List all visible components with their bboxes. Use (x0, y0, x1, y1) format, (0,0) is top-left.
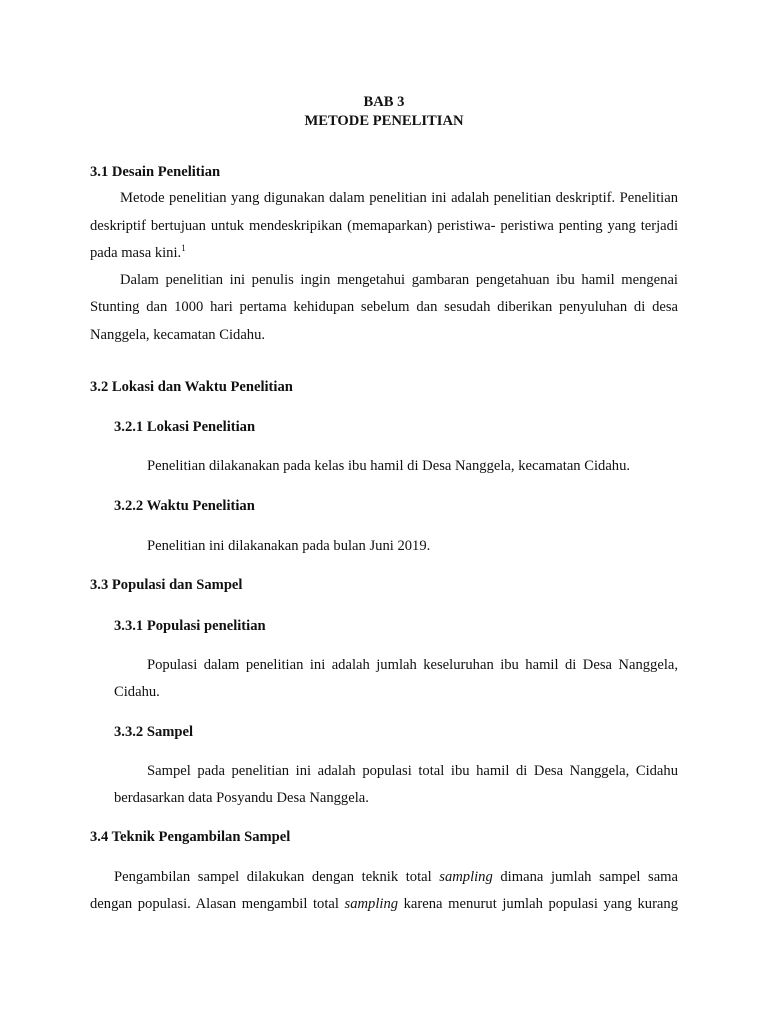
paragraph-line: Dalam penelitian ini penulis ingin mengetahui gambaran pengetahuan ibu hamil mengenai (120, 272, 678, 288)
paragraph-text: pada masa kini. (90, 245, 182, 261)
subsection-heading-3-2-2: 3.2.2 Waktu Penelitian (114, 498, 255, 514)
section-heading-3-2: 3.2 Lokasi dan Waktu Penelitian (90, 379, 293, 395)
section-heading-3-3: 3.3 Populasi dan Sampel (90, 577, 243, 593)
paragraph-line: deskriptif bertujuan untuk mendeskripikan (memaparkan) peristiwa- peristiwa penting yang terjadi (90, 218, 678, 234)
paragraph-line: Penelitian dilakanakan pada kelas ibu hamil di Desa Nanggela, kecamatan Cidahu. (147, 458, 631, 474)
paragraph-line (114, 869, 678, 886)
subsection-heading-3-3-2: 3.3.2 Sampel (114, 724, 194, 740)
italic-term: sampling (344, 896, 399, 912)
paragraph-text: dimana jumlah sampel sama (492, 869, 679, 885)
chapter-title: METODE PENELITIAN (304, 113, 464, 129)
paragraph-line: Stunting dan 1000 hari pertama kehidupan sebelum dan sesudah diberikan penyuluhan di desa (90, 299, 678, 315)
section-heading-3-1: 3.1 Desain Penelitian (90, 164, 221, 180)
section-heading-3-4: 3.4 Teknik Pengambilan Sampel (90, 829, 291, 845)
subsection-heading-3-2-1: 3.2.1 Lokasi Penelitian (114, 419, 256, 435)
paragraph-line (90, 896, 678, 913)
paragraph-line: Metode penelitian yang digunakan dalam penelitian ini adalah penelitian deskriptif. Penelitian (120, 190, 678, 206)
paragraph-line: Nanggela, kecamatan Cidahu. (90, 327, 266, 343)
paragraph-line: Cidahu. (114, 684, 160, 700)
paragraph-text: karena menurut jumlah populasi yang kurang (398, 896, 678, 912)
paragraph-line: Penelitian ini dilakanakan pada bulan Juni 2019. (147, 538, 431, 554)
footnote-reference[interactable]: 1 (181, 243, 186, 253)
paragraph-line: Sampel pada penelitian ini adalah populasi total ibu hamil di Desa Nanggela, Cidahu (147, 763, 678, 779)
paragraph-line (90, 245, 186, 262)
chapter-number: BAB 3 (363, 94, 405, 110)
subsection-heading-3-3-1: 3.3.1 Populasi penelitian (114, 618, 266, 634)
italic-term: sampling (439, 869, 493, 885)
paragraph-text: dengan populasi. Alasan mengambil total (90, 896, 345, 912)
paragraph-line: Populasi dalam penelitian ini adalah jumlah keseluruhan ibu hamil di Desa Nanggela, (147, 657, 678, 673)
paragraph-line: berdasarkan data Posyandu Desa Nanggela. (114, 790, 369, 806)
paragraph-text: Pengambilan sampel dilakukan dengan teknik total (114, 869, 440, 885)
